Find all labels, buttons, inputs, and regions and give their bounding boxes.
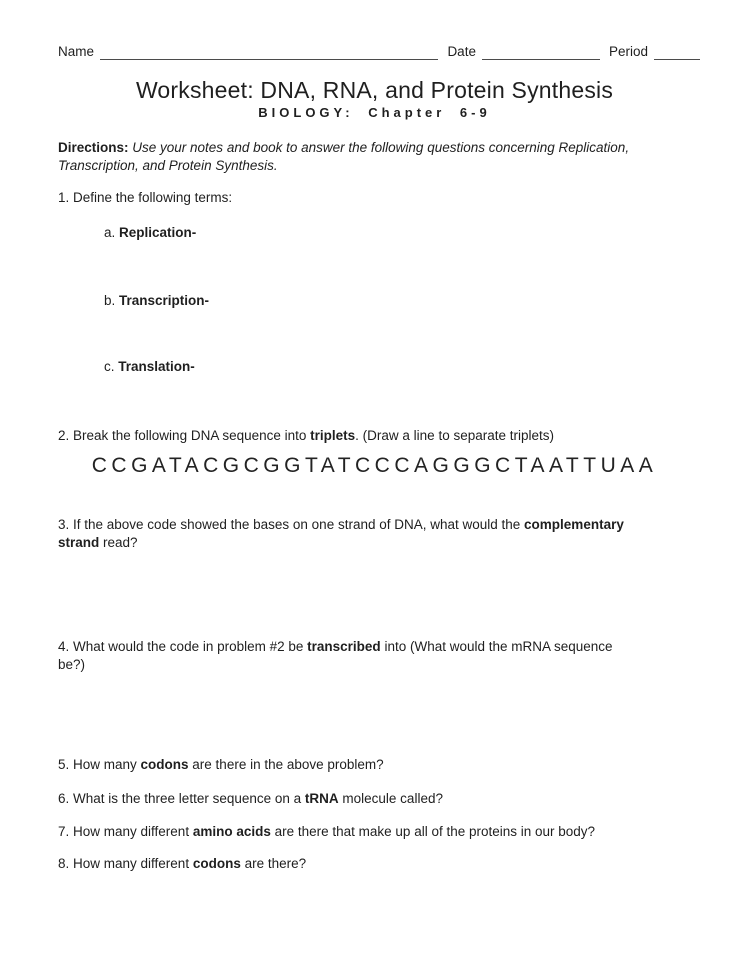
question-3-line2	[58, 534, 706, 552]
directions	[58, 139, 706, 174]
question-8-pre: 8. How many different	[58, 856, 193, 871]
definition-b-prefix: b.	[104, 293, 120, 308]
definition-c-term: Translation	[118, 359, 191, 374]
question-2-post: . (Draw a line to separate triplets)	[355, 428, 555, 443]
question-1-text: 1. Define the following terms:	[58, 190, 233, 205]
question-5-pre: 5. How many	[58, 757, 141, 772]
question-5	[58, 756, 706, 774]
question-7	[58, 823, 706, 841]
worksheet-subtitle: BIOLOGY: Chapter 6-9	[258, 105, 491, 120]
question-2	[58, 427, 706, 445]
question-8-post: are there?	[240, 856, 307, 871]
period-blank-line	[654, 44, 700, 60]
question-4	[58, 638, 706, 673]
question-3	[58, 516, 706, 551]
question-3-bold1: complementary	[524, 517, 624, 532]
question-5-bold: codons	[140, 757, 189, 772]
question-6-bold: tRNA	[304, 791, 339, 806]
question-2-pre: 2. Break the following DNA sequence into	[58, 428, 311, 443]
question-3-pre: 3. If the above code showed the bases on one strand of DNA, what would the	[58, 517, 525, 532]
worksheet-title: Worksheet: DNA, RNA, and Protein Synthesis	[135, 77, 614, 103]
date-label: Date	[447, 44, 476, 59]
directions-text-line2: Transcription, and Protein Synthesis.	[58, 157, 278, 173]
question-8	[58, 855, 706, 873]
definition-a-term: Replication	[119, 225, 192, 240]
question-4-bold: transcribed	[307, 639, 381, 654]
name-blank-line	[100, 44, 438, 60]
question-7-bold: amino acids	[192, 824, 271, 839]
question-3-line1	[58, 516, 706, 534]
definition-item-b	[104, 292, 664, 310]
definition-a-prefix: a.	[104, 225, 120, 240]
question-4-line2-text: be?)	[58, 656, 86, 672]
directions-line-2	[58, 157, 706, 175]
question-8-bold: codons	[192, 856, 241, 871]
question-3-post: read?	[99, 534, 138, 550]
question-2-bold: triplets	[310, 428, 356, 443]
header-row	[58, 44, 700, 60]
question-4-line2	[58, 656, 706, 674]
definition-c-dash: -	[190, 359, 195, 374]
question-6-pre: 6. What is the three letter sequence on a	[58, 791, 305, 806]
definition-b-term: Transcription	[119, 293, 205, 308]
question-4-post: into (What would the mRNA sequence	[380, 639, 613, 654]
definition-item-c	[104, 358, 664, 376]
definition-a-dash: -	[191, 225, 197, 240]
question-7-post: are there that make up all of the proteins in our body?	[270, 824, 596, 839]
directions-line-1	[58, 139, 706, 157]
question-4-line1	[58, 638, 706, 656]
dna-sequence: CCGATACGCGGTATCCCAGGGCTAATTUAA	[91, 454, 658, 477]
directions-text-line1: Use your notes and book to answer the following questions concerning Replication,	[128, 140, 630, 155]
question-3-bold2: strand	[58, 534, 100, 550]
question-6	[58, 790, 706, 808]
question-7-pre: 7. How many different	[58, 824, 193, 839]
name-label: Name	[58, 44, 95, 59]
directions-label: Directions:	[58, 140, 129, 155]
question-5-post: are there in the above problem?	[188, 757, 384, 772]
definition-item-a	[104, 224, 664, 242]
date-blank-line	[482, 44, 600, 60]
question-1	[58, 189, 706, 207]
question-6-post: molecule called?	[338, 791, 443, 806]
question-4-pre: 4. What would the code in problem #2 be	[58, 639, 308, 654]
definition-c-prefix: c.	[104, 359, 119, 374]
period-label: Period	[608, 44, 648, 59]
definition-b-dash: -	[204, 293, 210, 308]
